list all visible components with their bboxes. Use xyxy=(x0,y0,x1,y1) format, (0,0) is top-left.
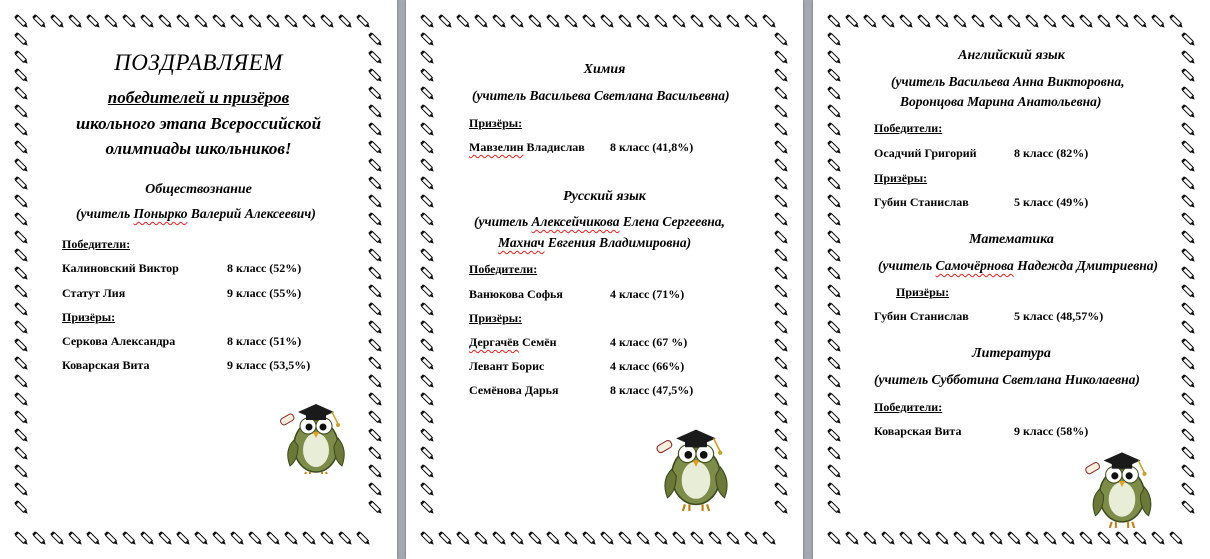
list-item-name: Коварская Вита xyxy=(874,424,962,438)
list-item-grade: 8 класс (51%) xyxy=(227,334,302,348)
list-item-grade: 4 класс (66%) xyxy=(610,359,685,373)
subject-heading-english: Английский язык xyxy=(958,48,1065,63)
list-item-grade: 4 класс (67 %) xyxy=(610,335,688,349)
list-item-grade: 9 класс (53,5%) xyxy=(227,358,311,372)
document-page-3 xyxy=(813,0,1210,559)
graduate-owl-icon xyxy=(1081,436,1163,528)
subject-heading: Обществознание xyxy=(145,182,252,197)
teacher-line-english-1: (учитель Васильева Анна Викторовна, xyxy=(891,74,1125,89)
teacher-surname: Махнач xyxy=(498,235,545,250)
teacher-prefix: (учитель xyxy=(878,258,936,273)
list-item-grade: 8 класс (41,8%) xyxy=(610,140,694,154)
prize-label: Призёры: xyxy=(874,171,928,185)
teacher-surname: Алексейчикова xyxy=(531,214,620,229)
teacher-line-chemistry: (учитель Васильева Светлана Васильевна) xyxy=(472,88,730,103)
surname: Дергачёв xyxy=(469,335,519,349)
list-item-name: Серкова Александра xyxy=(62,334,176,348)
list-item-name: Левант Борис xyxy=(469,359,545,373)
first-name: Семён xyxy=(518,335,557,349)
teacher-prefix: (учитель xyxy=(76,206,134,221)
teacher-line-russian-2 xyxy=(498,235,691,251)
teacher-surname: Понырко xyxy=(133,206,188,221)
list-item-grade: 9 класс (58%) xyxy=(1014,424,1089,438)
list-item-name: Семёнова Дарья xyxy=(469,383,559,397)
list-item-grade: 4 класс (71%) xyxy=(610,287,685,301)
first-name: Владислав xyxy=(523,140,585,154)
list-item-grade: 8 класс (82%) xyxy=(1014,146,1089,160)
list-item-grade: 5 класс (48,57%) xyxy=(1014,309,1104,323)
document-page-2 xyxy=(406,0,803,559)
list-item-name xyxy=(469,335,557,350)
teacher-line-literature: (учитель Субботина Светлана Николаевна) xyxy=(874,372,1140,387)
list-item-grade: 5 класс (49%) xyxy=(1014,195,1089,209)
subject-heading-literature: Литература xyxy=(972,346,1051,361)
list-item-grade: 8 класс (52%) xyxy=(227,261,302,275)
winners-label: Победители: xyxy=(874,400,943,414)
prize-label: Призёры: xyxy=(469,116,523,130)
winners-label: Победители: xyxy=(62,237,131,251)
list-item-name: Осадчий Григорий xyxy=(874,146,977,160)
teacher-suffix: Евгения Владимировна) xyxy=(544,235,692,250)
subtitle-line-2: школьного этапа Всероссийской xyxy=(75,114,322,133)
list-item-name: Калиновский Виктор xyxy=(62,261,179,275)
graduate-owl-icon xyxy=(652,412,740,522)
winners-label: Победители: xyxy=(874,121,943,135)
prize-label: Призёры: xyxy=(62,310,116,324)
graduate-owl-icon xyxy=(276,388,356,474)
teacher-line-russian-1 xyxy=(474,214,725,230)
list-item-name: Ванюкова Софья xyxy=(469,287,563,301)
list-item-name: Коварская Вита xyxy=(62,358,150,372)
list-item-name: Статут Лия xyxy=(62,286,126,300)
list-item-name: Губин Станислав xyxy=(874,309,969,323)
surname: Мавзелин xyxy=(469,140,524,154)
list-item-name xyxy=(469,140,585,155)
teacher-prefix: (учитель xyxy=(474,214,532,229)
teacher-line-math xyxy=(878,258,1158,274)
subject-heading-russian: Русский язык xyxy=(563,189,646,204)
subtitle-line-1: победителей и призёров xyxy=(107,88,290,107)
list-item-grade: 9 класс (55%) xyxy=(227,286,302,300)
teacher-suffix: Надежда Дмитриевна) xyxy=(1013,258,1158,273)
teacher-line-english-2: Воронцова Марина Анатольевна) xyxy=(900,94,1102,109)
subtitle-line-3: олимпиады школьников! xyxy=(105,139,292,158)
page-title: ПОЗДРАВЛЯЕМ xyxy=(114,50,283,75)
document-page-1 xyxy=(0,0,397,559)
teacher-line xyxy=(76,206,316,222)
teacher-suffix: Валерий Алексеевич) xyxy=(187,206,316,221)
subject-heading-chemistry: Химия xyxy=(583,62,626,77)
teacher-suffix: Елена Сергеевна, xyxy=(619,214,725,229)
prize-label: Призёры: xyxy=(896,285,950,299)
prize-label: Призёры: xyxy=(469,311,523,325)
teacher-surname: Самочёрнова xyxy=(935,258,1014,273)
winners-label: Победители: xyxy=(469,262,538,276)
list-item-grade: 8 класс (47,5%) xyxy=(610,383,694,397)
subject-heading-math: Математика xyxy=(969,232,1054,247)
list-item-name: Губин Станислав xyxy=(874,195,969,209)
